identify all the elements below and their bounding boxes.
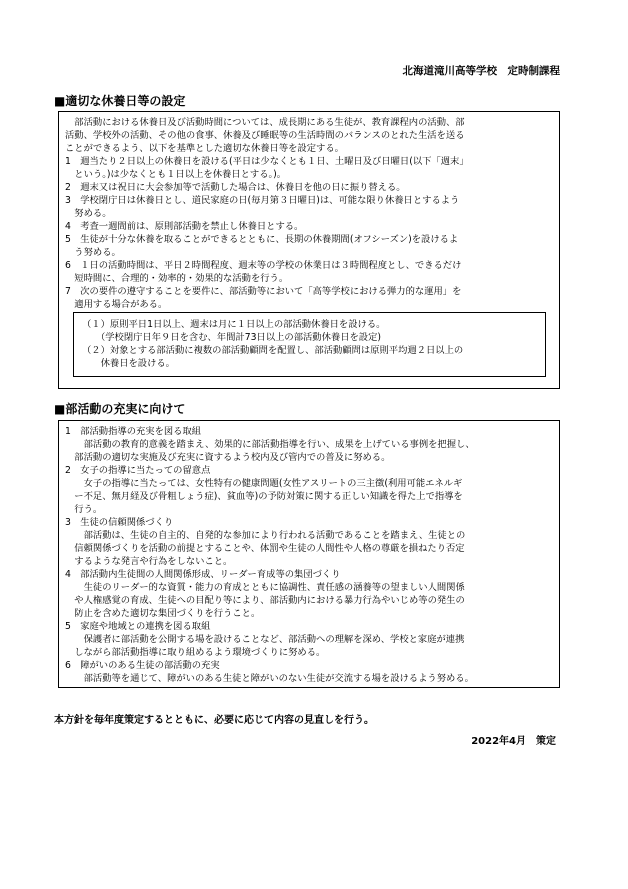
text-line: 努める。 [65, 208, 112, 219]
text-line: う努める。 [65, 247, 121, 258]
section-heading-rest-days: ■適切な休養日等の設定 [54, 94, 186, 108]
text-line: 活動、学校外の活動、その他の食事、休養及び睡眠等の生活時間のバランスのとれた生活を送る [65, 130, 465, 141]
text-line: 6 障がいのある生徒の部活動の充実 [65, 660, 220, 671]
text-line: 4 考査一週間前は、原則部活動を禁止し休養日とする。 [65, 221, 304, 232]
text-line: 女子の指導に当たっては、女性特有の健康問題(女性アスリートの三主徴(利用可能エネルギ [65, 478, 463, 489]
text-line: 信頼関係づくりを活動の前提とすることや、体罰や生徒の人間性や人格の尊厳を損ねたり否定 [65, 543, 465, 554]
text-line: （１）原則平日1日以上、週末は月に１日以上の部活動休養日を設ける。 [82, 319, 386, 330]
policy-note: 本方針を毎年度策定するとともに、必要に応じて内容の見直しを行う。 [54, 715, 374, 726]
text-line: 部活動等を通じて、障がいのある生徒と障がいのない生徒が交流する場を設けるよう努める。 [65, 673, 474, 684]
text-line: 防止を含めた適切な集団づくりを行うこと。 [65, 608, 261, 619]
text-line: 3 生徒の信頼関係づくり [65, 517, 174, 528]
section-heading-club-enhancement: ■部活動の充実に向けて [54, 402, 186, 416]
text-line: 休養日を設ける。 [82, 358, 175, 369]
text-line: 2 週末又は祝日に大会参加等で活動した場合は、休養日を他の日に振り替える。 [65, 182, 406, 193]
text-line: や人権感覚の育成、生徒への目配り等により、部活動内における暴力行為やいじめ等の発生の [65, 595, 465, 606]
text-line: 部活動の教育的意義を踏まえ、効果的に部活動指導を行い、成果を上げている事例を把握し、 [65, 439, 475, 450]
school-name: 北海道滝川高等学校 定時制課程 [402, 65, 560, 77]
rest-days-box [58, 111, 560, 389]
established-date: 2022年4月 策定 [471, 736, 556, 747]
text-line: 保護者に部活動を公開する場を設けることなど、部活動への理解を深め、学校と家庭が連携 [65, 634, 465, 645]
text-line: 部活動における休養日及び活動時間については、成長期にある生徒が、教育課程内の活動、部 [65, 117, 465, 128]
text-line: しながら部活動指導に取り組めるよう環境づくりに努める。 [65, 647, 326, 658]
text-line: （学校閉庁日年９日を含む、年間計73日以上の部活動休養日を設定) [82, 332, 382, 343]
requirements-box [73, 312, 546, 377]
text-line: 2 女子の指導に当たっての留意点 [65, 465, 211, 476]
text-line: 生徒のリーダー的な資質・能力の育成とともに協調性、責任感の涵養等の望ましい人間関係 [65, 582, 465, 593]
text-line: 5 家庭や地域との連携を図る取組 [65, 621, 211, 632]
text-line: （２）対象とする部活動に複数の部活動顧問を配置し、部活動顧問は原則平均週２日以上の [82, 345, 464, 356]
text-line: 短時間に、合理的・効率的・効果的な活動を行う。 [65, 273, 289, 284]
text-line: 部活動の適切な実施及び充実に資するよう校内及び管内での普及に努める。 [65, 452, 391, 463]
text-line: 1 部活動指導の充実を図る取組 [65, 426, 202, 437]
text-line: 5 生徒が十分な休養を取ることができるとともに、長期の休養期間(オフシーズン)を設けるよ [65, 234, 459, 245]
club-enhancement-box [58, 420, 560, 688]
text-line: 1 週当たり２日以上の休養日を設ける(平日は少なくとも１日、土曜日及び日曜日(以下「週末」 [65, 156, 469, 167]
text-line: 行う。 [65, 504, 103, 515]
text-line: するような発言や行為をしないこと。 [65, 556, 233, 567]
text-line: 4 部活動内生徒間の人間関係形成、リーダー育成等の集団づくり [65, 569, 341, 580]
text-line: という。)は少なくとも１日以上を休養日とする。)。 [65, 169, 287, 180]
text-line: 3 学校閉庁日は休養日とし、道民家庭の日(毎月第３日曜日)は、可能な限り休養日とするよう [65, 195, 460, 206]
text-line: 部活動は、生徒の自主的、自発的な参加により行われる活動であることを踏まえ、生徒との [65, 530, 466, 541]
text-line: 7 次の要件の遵守することを要件に、部活動等において「高等学校における弾力的な運用」を [65, 286, 462, 297]
text-line: 6 １日の活動時間は、平日２時間程度、週末等の学校の休業日は３時間程度とし、できるだけ [65, 260, 462, 271]
text-line: ことができるよう、以下を基準とした適切な休養日等を設定する。 [65, 143, 344, 154]
text-line: ー不足、無月経及び骨粗しょう症)、貧血等)の予防対策に関する正しい知識を得た上で指導を [65, 491, 463, 502]
text-line: 適用する場合がある。 [65, 299, 168, 310]
